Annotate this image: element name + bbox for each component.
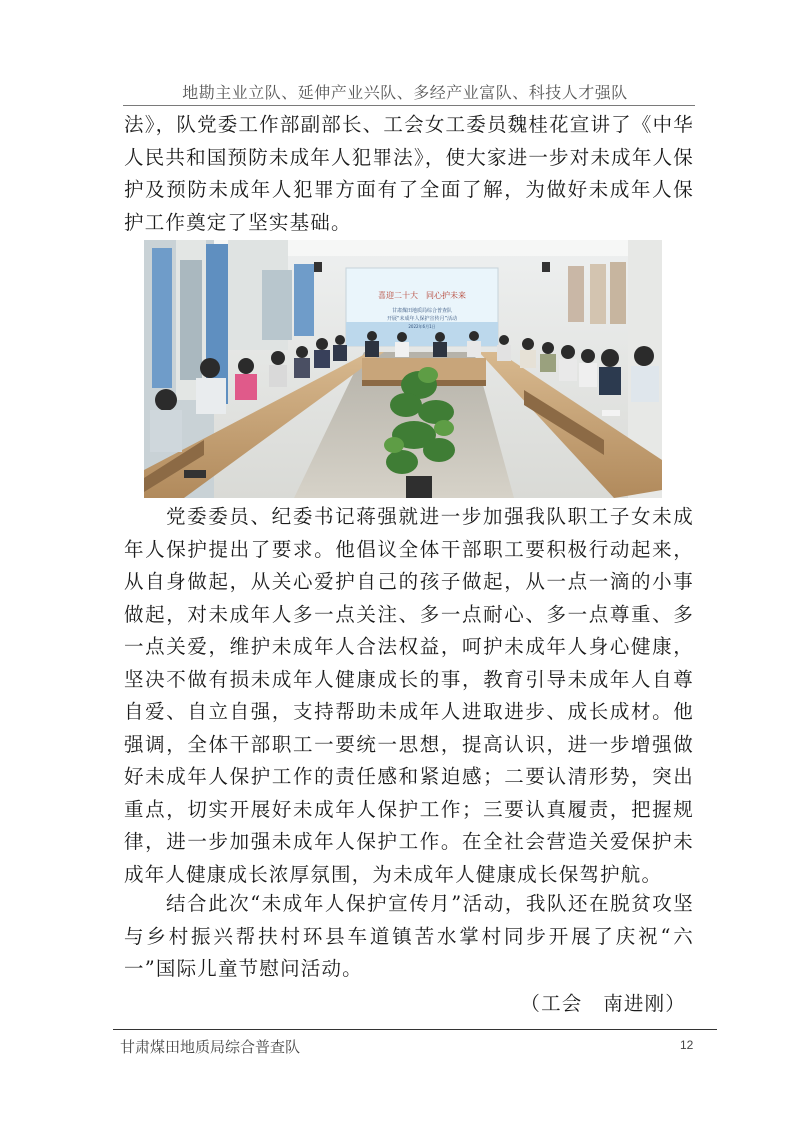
paragraph-1: 法》，队党委工作部副部长、工会女工委员魏桂花宣讲了《中华人民共和国预防未成年人犯罪法》，使大家进一步对未成年人保护及预防未成年人犯罪方面有了全面了解，为做好未成年人保护工作奠定了坚实基础。 — [124, 113, 694, 234]
footer-divider — [113, 1029, 717, 1030]
header-divider — [123, 105, 695, 106]
page-number: 12 — [680, 1038, 694, 1052]
footer-organization: 甘肃煤田地质局综合普查队 — [120, 1038, 301, 1056]
meeting-photo — [144, 240, 662, 498]
banner-org: 甘肃煤田地质局综合普查队 — [391, 308, 453, 314]
banner-date: 2022年6月1日 — [408, 324, 436, 329]
paragraph-3: 结合此次“未成年人保护宣传月”活动，我队还在脱贫攻坚与乡村振兴帮扶村环县车道镇苦水掌村同步开展了庆祝“六一”国际儿童节慰问活动。 — [124, 892, 694, 980]
running-header: 地勘主业立队、延伸产业兴队、多经产业富队、科技人才强队 — [182, 83, 628, 102]
banner-title: 喜迎二十大 同心护未来 — [378, 291, 466, 300]
banner-event: 开展“未成年人保护宣传月”活动 — [386, 316, 458, 322]
author-signature: （工会 南进刚） — [520, 992, 686, 1015]
paragraph-2: 党委委员、纪委书记蒋强就进一步加强我队职工子女未成年人保护提出了要求。他倡议全体干部职工要积极行动起来，从自身做起，从关心爱护自己的孩子做起，从一点一滴的小事做起，对未成年人多一点关注、多一点耐心、多一点尊重、多一点关爱，维护未成年人合法权益，呵护未成年人身心健康，坚决不做有损未成年人健康成长的事，教育引导未成年人自尊自爱、自立自强，支持帮助未成年人进取进步、成长成材。他强调，全体干部职工一要统一思想，提高认识，进一步增强做好未成年人保护工作的责任感和紧迫感；二要认清形势，突出重点，切实开展好未成年人保护工作；三要认真履责，把握规律，进一步加强未成年人保护工作。在全社会营造关爱保护未成年人健康成长浓厚氛围，为未成年人健康成长保驾护航。 — [124, 505, 694, 886]
